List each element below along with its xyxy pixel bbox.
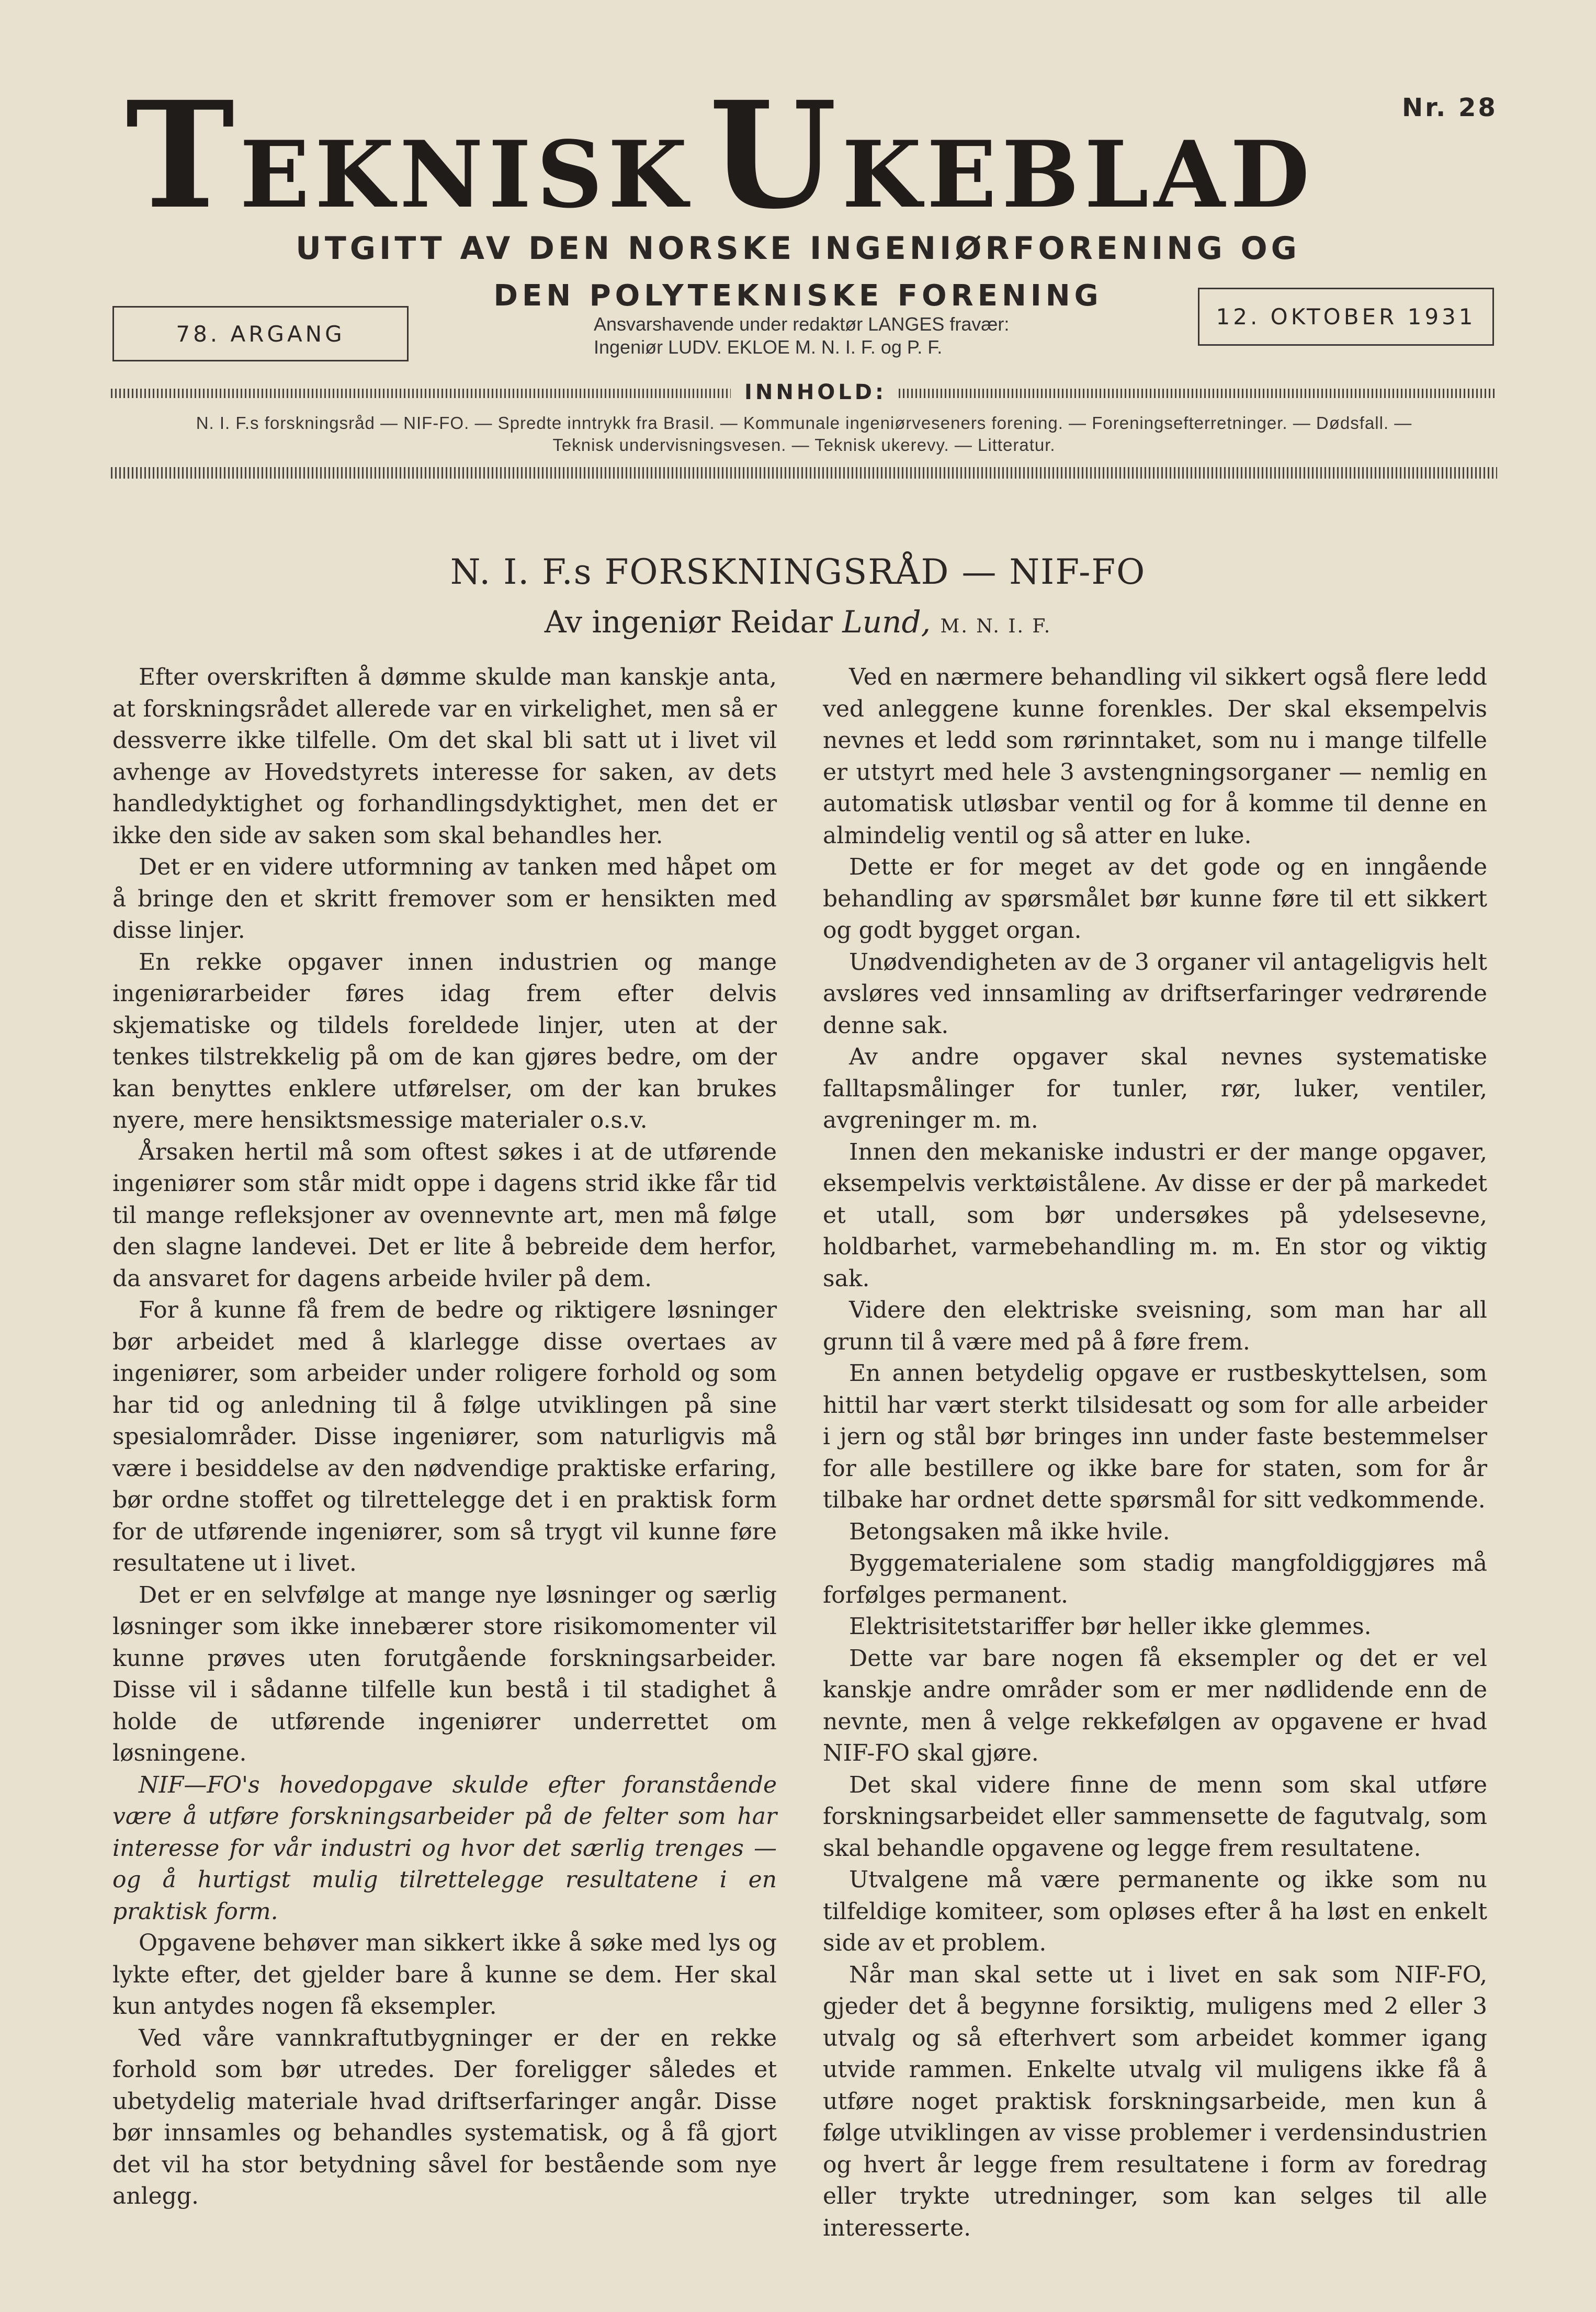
- responsible-line-2: Ingeniør LUDV. EKLOE M. N. I. F. og P. F.: [594, 336, 943, 358]
- paragraph: Av andre opgaver skal nevnes systematiske falltapsmålinger for tunler, rør, luker, ventiler, avgreninger m. m.: [823, 1044, 1487, 1134]
- issue-date: 12. OKTOBER 1931: [1216, 304, 1476, 330]
- byline-prefix: Av ingeniør Reidar: [544, 604, 833, 640]
- contents-heading: INNHOLD:: [744, 380, 887, 404]
- title-word-2: UKEBLAD: [709, 70, 1315, 242]
- date-box: [1198, 288, 1494, 346]
- title-word-1: TEKNISK: [126, 70, 693, 242]
- publisher-line-1: UTGITT AV DEN NORSKE INGENIØRFORENING OG: [296, 230, 1300, 267]
- author-name: Lund,: [842, 604, 931, 640]
- paragraph: Utvalgene må være permanente og ikke som nu tilfeldige komiteer, som opløses efter å ha løst en enkelt side av et problem.: [823, 1866, 1487, 1956]
- paragraph: Efter overskriften å dømme skulde man kanskje anta, at forskningsrådet allerede var en virkelighet, men så er dessverre ikke tilfelle. Om det skal bli satt ut i livet vil avhenge av Hovedstyrets interesse for saken, av dets handledyktighet og forhandlingsdyktighet, men det er ikke den side av saken som skal behandles her.: [112, 664, 777, 849]
- paragraph: Ved våre vannkraftutbygninger er der en rekke forhold som bør utredes. Der foreligger således et ubetydelig materiale hvad driftserfaringer angår. Disse bør innsamles og behandles systematisk, og å få gjort det vil ha stor betydning såvel for bestående som nye anlegg.: [112, 2024, 777, 2209]
- paragraph: Ved en nærmere behandling vil sikkert også flere ledd ved anleggene kunne forenkles. Der skal eksempelvis nevnes et ledd som rørinntaket, som nu i mange tilfelle er utstyrt med hele 3 avstengningsorganer — nemlig en automatisk utløsbar ventil og for å komme til denne en almindelig ventil og så atter en luke.: [823, 664, 1487, 849]
- paragraph: For å kunne få frem de bedre og riktigere løsninger bør arbeidet med å klarlegge disse overtaes av ingeniører, som arbeider under roligere forhold og som har tid og anledning til å følge utviklingen på sine spesialområder. Disse ingeniører, som naturligvis må være i besiddelse av den nødvendige praktiske erfaring, bør ordne stoffet og tilrettelegge det i en praktisk form for de utførende ingeniører, som så trygt vil kunne føre resultatene ut i livet.: [112, 1297, 777, 1577]
- dotted-rule-right: [899, 389, 1495, 398]
- paragraph: Dette er for meget av det gode og en inngående behandling av spørsmålet bør kunne føre til ett sikkert og godt bygget organ.: [823, 854, 1487, 944]
- paragraph: Byggematerialene som stadig mangfoldiggjøres må forfølges permanent.: [823, 1550, 1487, 1608]
- contents-line-2: Teknisk undervisningsvesen. — Teknisk ukerevy. — Litteratur.: [552, 435, 1056, 455]
- paragraph: Det skal videre finne de menn som skal utføre forskningsarbeidet eller sammensette de fagutvalg, som skal behandle opgavene og legge frem resultatene.: [823, 1771, 1487, 1862]
- paragraph: Innen den mekaniske industri er der mange opgaver, eksempelvis verktøistålene. Av disse er der på markedet et utall, som bør undersøkes på ydelsesevne, holdbarhet, varmebehandling m. m. En stor og viktig sak.: [823, 1138, 1487, 1292]
- responsible-line-1: Ansvarshavende under redaktør LANGES fravær:: [594, 313, 1010, 335]
- article-column-left: [112, 662, 777, 2213]
- dotted-rule-left: [111, 389, 731, 398]
- volume-label: 78. ARGANG: [176, 321, 345, 347]
- dotted-rule-bottom: [111, 467, 1497, 479]
- paragraph: Det er en videre utformning av tanken med håpet om å bringe den et skritt fremover som er hensikten med disse linjer.: [112, 854, 777, 944]
- contents-line-1: N. I. F.s forskningsråd — NIF-FO. — Spredte inntrykk fra Brasil. — Kommunale ingeniørveseners forening. — Foreningsefterretninger. — Dødsfall. —: [196, 413, 1412, 433]
- paragraph: Når man skal sette ut i livet en sak som NIF-FO, gjeder det å begynne forsiktig, muligens med 2 eller 3 utvalg og så efterhvert som arbeidet kommer igang utvide rammen. Enkelte utvalg vil muligens ikke få å utføre noget praktisk forskningsarbeide, men kun å følge utviklingen av visse problemer i verdensindustrien og hvert år legge frem resultatene i form av foredrag eller trykte utredninger, som kan selges til alle interesserte.: [823, 1961, 1487, 2241]
- responsible-editor: [594, 313, 1169, 359]
- author-membership: M. N. I. F.: [940, 616, 1052, 637]
- table-of-contents: [111, 412, 1497, 456]
- volume-box: [112, 306, 409, 361]
- paragraph: Dette var bare nogen få eksempler og det er vel kanskje andre områder som er mer nødlidende enn de nevnte, men å velge rekkefølgen av opgavene er hvad NIF-FO skal gjøre.: [823, 1645, 1487, 1766]
- paragraph: En rekke opgaver innen industrien og mange ingeniørarbeider føres idag frem efter delvis skjematiske og tildels foreldede linjer, uten at der tenkes tilstrekkelig på om de kan gjøres bedre, om der kan benyttes enklere utførelser, om der kan brukes nyere, mere hensiktsmessige materialer o.s.v.: [112, 948, 777, 1134]
- paragraph: En annen betydelig opgave er rustbeskyttelsen, som hittil har vært sterkt tilsidesatt og som for alle arbeider i jern og stål bør bringes inn under faste bestemmelser for alle bestillere og ikke bare for staten, som for år tilbake har ordnet dette spørsmål for sitt vedkommende.: [823, 1360, 1487, 1513]
- article-column-right: [823, 662, 1487, 2244]
- paragraph-emphasis: NIF—FO's hovedopgave skulde efter foranstående være å utføre forskningsarbeider på de felter som har interesse for vår industri og hvor det særlig trenges — og å hurtigst mulig tilrettelegge resultatene i en praktisk form.: [112, 1771, 777, 1925]
- article-title: N. I. F.s FORSKNINGSRÅD — NIF-FO: [450, 552, 1146, 592]
- paragraph: Elektrisitetstariffer bør heller ikke glemmes.: [849, 1613, 1372, 1640]
- paragraph: Unødvendigheten av de 3 organer vil antageligvis helt avsløres ved innsamling av driftserfaringer vedrørende denne sak.: [823, 948, 1487, 1039]
- paragraph: Opgavene behøver man sikkert ikke å søke med lys og lykte efter, det gjelder bare å kunne se dem. Her skal kun antydes nogen få eksempler.: [112, 1930, 777, 2020]
- newspaper-title: [126, 70, 1486, 242]
- paragraph: Betongsaken må ikke hvile.: [849, 1518, 1170, 1545]
- paragraph: Det er en selvfølge at mange nye løsninger og særlig løsninger som ikke innebærer store risikomomenter vil kunne prøves uten forutgående forskningsarbeider. Disse vil i sådanne tilfelle kun bestå i til stadighet å holde de utførende ingeniører underrettet om løsningene.: [112, 1581, 777, 1766]
- article-byline: [0, 604, 1596, 640]
- paragraph: Årsaken hertil må som oftest søkes i at de utførende ingeniører som står midt oppe i dagens strid ikke får tid til mange refleksjoner av ovennevnte art, men må følge den slagne landevei. Det er lite å bebreide dem herfor, da ansvaret for dagens arbeide hviler på dem.: [112, 1138, 777, 1292]
- paragraph: Videre den elektriske sveisning, som man har all grunn til å være med på å føre frem.: [823, 1297, 1487, 1355]
- issue-number: Nr. 28: [1402, 93, 1498, 122]
- publisher-line-2: DEN POLYTEKNISKE FORENING: [493, 279, 1103, 313]
